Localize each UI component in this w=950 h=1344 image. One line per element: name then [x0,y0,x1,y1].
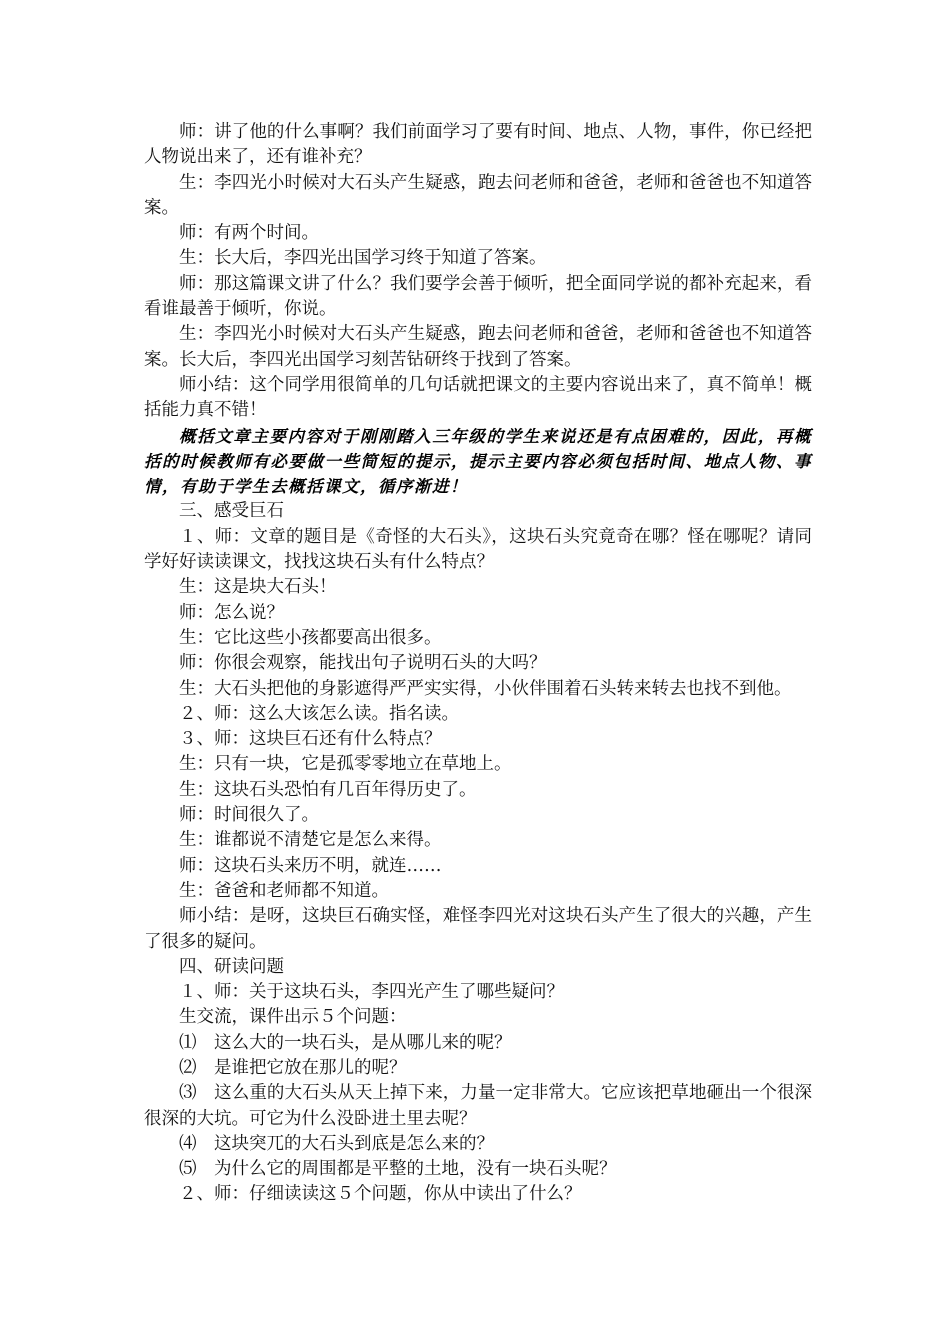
paragraph: 师：时间很久了。 [179,805,319,826]
paragraph: 生：这是块大石头！ [179,577,337,598]
paragraph: ２、师：仔细读读这５个问题，你从中读出了什么？ [179,1184,582,1205]
paragraph: 师：那这篇课文讲了什么？我们要学会善于倾听，把全面同学说的都补充起来，看看谁最善于倾听，你说。 [144,273,812,320]
paragraph: 生：李四光小时候对大石头产生疑惑，跑去问老师和爸爸，老师和爸爸也不知道答案。 [144,172,812,218]
paragraph: 师：怎么说？ [179,602,284,623]
paragraph: 生：爸爸和老师都不知道。 [179,880,389,901]
paragraph: １、师：关于这块石头，李四光产生了哪些疑问？ [179,982,564,1003]
paragraph: 师：有两个时间。 [179,223,319,244]
paragraph: 生交流，课件出示５个问题： [179,1007,407,1028]
paragraph: ２、师：这么大该怎么读。指名读。 [179,703,459,724]
paragraph: ⑸ 为什么它的周围都是平整的土地，没有一块石头呢？ [179,1159,617,1180]
paragraph: 生：李四光小时候对大石头产生疑惑，跑去问老师和爸爸，老师和爸爸也不知道答案。长大后，李四光出国学习刻苦钻研终于找到了答案。 [144,324,812,370]
paragraph: 师：你很会观察，能找出句子说明石头的大吗？ [179,653,547,674]
paragraph: 师小结：是呀，这块巨石确实怪，难怪李四光对这块石头产生了很大的兴趣，产生了很多的疑问。 [144,906,812,952]
document-page [144,120,812,1208]
paragraph: ３、师：这块巨石还有什么特点？ [179,729,442,750]
paragraph: 师小结：这个同学用很简单的几句话就把课文的主要内容说出来了，真不简单！概括能力真不错！ [144,374,812,421]
paragraph: 四、研读问题 [179,956,284,977]
paragraph: 生：谁都说不清楚它是怎么来得。 [179,830,442,851]
paragraph: 生：这块石头恐怕有几百年得历史了。 [179,779,477,800]
paragraph: ⑶ 这么重的大石头从天上掉下来，力量一定非常大。它应该把草地砸出一个很深很深的大坑。可它为什么没卧进土里去呢？ [144,1083,812,1129]
paragraph: 生：只有一块，它是孤零零地立在草地上。 [179,754,512,775]
paragraph: ⑴ 这么大的一块石头，是从哪儿来的呢？ [179,1032,512,1053]
paragraph: 生：大石头把他的身影遮得严严实实得，小伙伴围着石头转来转去也找不到他。 [179,678,792,699]
paragraph: 生：它比这些小孩都要高出很多。 [179,627,442,648]
teaching-note: 概括文章主要内容对于刚刚踏入三年级的学生来说还是有点困难的，因此，再概括的时候教师有必要做一些简短的提示，提示主要内容必须包括时间、地点人物、事情，有助于学生去概括课文，循序渐进！ [144,426,812,497]
paragraph: ⑷ 这块突兀的大石头到底是怎么来的？ [179,1133,494,1154]
paragraph: ⑵ 是谁把它放在那儿的呢？ [179,1057,407,1078]
paragraph: 三、感受巨石 [179,501,284,522]
paragraph: 师：这块石头来历不明，就连…… [179,855,442,876]
paragraph: １、师：文章的题目是《奇怪的大石头》，这块石头究竟奇在哪？怪在哪呢？请同学好好读读课文，找找这块石头有什么特点？ [144,526,812,573]
paragraph: 生：长大后，李四光出国学习终于知道了答案。 [179,248,547,269]
paragraph: 师：讲了他的什么事啊？我们前面学习了要有时间、地点、人物，事件，你已经把人物说出来了，还有谁补充？ [144,122,812,168]
